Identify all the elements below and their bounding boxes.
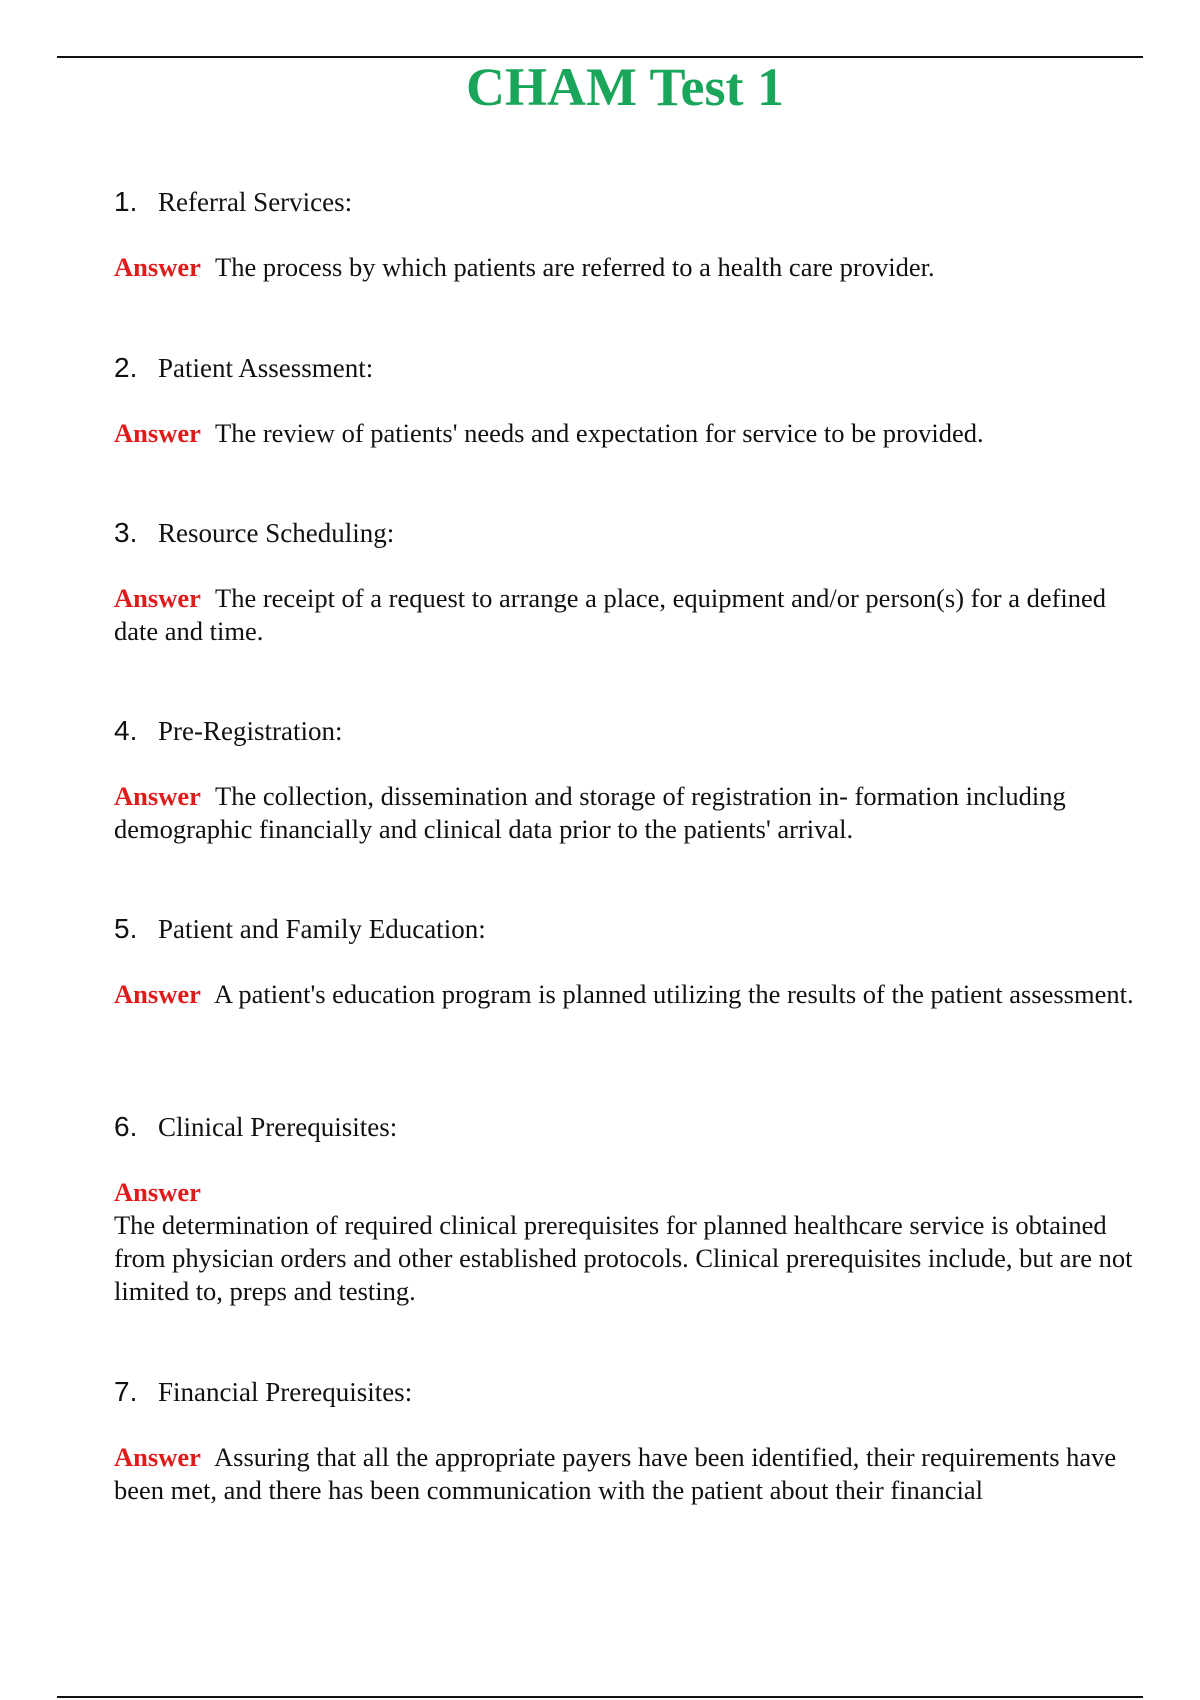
- question-6: [114, 1112, 1134, 1142]
- question-7: [114, 1377, 1134, 1407]
- question-number: 7.: [114, 1376, 138, 1407]
- question-3: [114, 518, 1134, 548]
- answer-4: [114, 780, 1134, 846]
- qa-item-7: [114, 1377, 1134, 1507]
- question-number: 3.: [114, 517, 138, 548]
- answer-text: A patient's education program is planned utilizing the results of the patient assessment.: [214, 979, 1134, 1009]
- question-text: Financial Prerequisites:: [158, 1377, 413, 1407]
- answer-text: The process by which patients are referred to a health care provider.: [215, 252, 935, 282]
- answer-label: Answer: [114, 418, 201, 448]
- answer-label: Answer: [114, 979, 201, 1009]
- answer-text: The collection, dissemination and storage of registration in- formation including demographic financially and clinical data prior to the patients' arrival.: [114, 781, 1066, 844]
- question-text: Patient and Family Education:: [158, 914, 486, 944]
- bottom-rule: [57, 1696, 1143, 1698]
- question-text: Clinical Prerequisites:: [158, 1112, 398, 1142]
- question-text: Pre-Registration:: [158, 716, 343, 746]
- question-number: 6.: [114, 1111, 138, 1142]
- answer-label: Answer: [114, 1177, 201, 1207]
- qa-item-4: [114, 716, 1134, 846]
- question-number: 5.: [114, 913, 138, 944]
- page-title: CHAM Test 1: [465, 57, 784, 117]
- answer-label: Answer: [114, 252, 201, 282]
- answer-text: The determination of required clinical prerequisites for planned healthcare service is obtained from physician orders and other established protocols. Clinical prerequisites include, but are not limited to, preps and testing.: [114, 1210, 1133, 1306]
- answer-label: Answer: [114, 1442, 201, 1472]
- answer-label: Answer: [114, 583, 201, 613]
- question-text: Resource Scheduling:: [158, 518, 395, 548]
- question-5: [114, 914, 1134, 944]
- qa-item-2: [114, 353, 1134, 450]
- question-number: 4.: [114, 715, 138, 746]
- answer-text: The review of patients' needs and expectation for service to be provided.: [215, 418, 984, 448]
- question-text: Referral Services:: [158, 187, 353, 217]
- qa-item-6: [114, 1112, 1134, 1308]
- question-number: 1.: [114, 186, 138, 217]
- question-1: [114, 187, 1134, 217]
- answer-5: [114, 978, 1134, 1011]
- answer-text: The receipt of a request to arrange a place, equipment and/or person(s) for a defined date and time.: [114, 583, 1107, 646]
- qa-item-5: [114, 914, 1134, 1011]
- question-4: [114, 716, 1134, 746]
- answer-label: Answer: [114, 781, 201, 811]
- answer-2: [114, 417, 1134, 450]
- answer-3: [114, 582, 1134, 648]
- qa-item-3: [114, 518, 1134, 648]
- answer-1: [114, 251, 1134, 284]
- answer-7: [114, 1441, 1134, 1507]
- answer-6: [114, 1176, 1134, 1308]
- qa-item-1: [114, 187, 1134, 284]
- question-text: Patient Assessment:: [158, 353, 374, 383]
- answer-text: Assuring that all the appropriate payers have been identified, their requirements have been met, and there has been communication with the patient about their financial: [114, 1442, 1117, 1505]
- question-number: 2.: [114, 352, 138, 383]
- question-2: [114, 353, 1134, 383]
